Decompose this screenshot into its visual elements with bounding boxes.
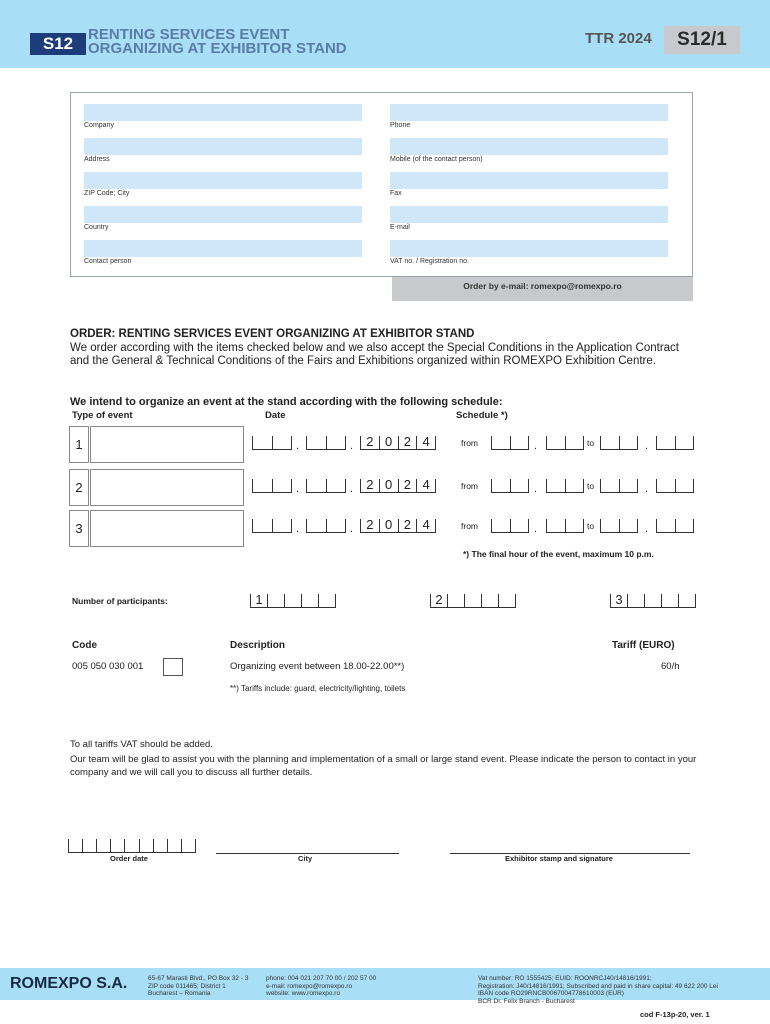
to-minute-input[interactable] [656,479,694,493]
order-email-box[interactable]: Order by e-mail: romexpo@romexpo.ro [392,277,693,301]
mobile-label: Mobile (of the contact person) [390,156,483,163]
month-input[interactable] [306,519,346,533]
month-input[interactable] [306,436,346,450]
service-code: 005 050 030 001 [72,661,144,672]
to-label: to [587,481,595,491]
order-heading: ORDER: RENTING SERVICES EVENT ORGANIZING AT EXHIBITOR STAND [70,328,475,340]
order-text: We order according with the items checked below and we also accept the Special Conditions in the Application Contract and the General & Technical Conditions of the Fairs and Exhibitions organized within ROMEXPO Exhibition Centre. [70,342,679,367]
schedule-note: *) The final hour of the event, maximum 10 p.m. [463,549,654,559]
year-input[interactable]: 2 0 2 4 [360,519,436,533]
participants-label: Number of participants: [72,596,168,606]
zip-city-input[interactable] [84,172,362,189]
stamp-label: Exhibitor stamp and signature [505,854,613,863]
tariff-note: **) Tariffs include: guard, electricity/lighting, toilets [230,684,406,693]
form-title-line1: RENTING SERVICES EVENT [88,26,290,43]
schedule-column-header: Schedule *) [456,410,508,421]
day-input[interactable] [252,519,292,533]
to-hour-input[interactable] [600,436,638,450]
contact-form [70,92,693,277]
service-checkbox[interactable] [163,658,183,676]
to-label: to [587,521,595,531]
phone-input[interactable] [390,104,668,121]
address-label: Address [84,156,110,163]
code-column-header: Code [72,640,97,651]
to-hour-input[interactable] [600,479,638,493]
schedule-heading: We intend to organize an event at the stand according with the following schedule: [70,396,503,408]
form-title-line2: ORGANIZING AT EXHIBITOR STAND [88,40,347,57]
service-description: Organizing event between 18.00-22.00**) [230,661,405,672]
country-input[interactable] [84,206,362,223]
to-hour-input[interactable] [600,519,638,533]
assist-note: Our team will be glad to assist you with the planning and implementation of a small or large stand event. Please indicate the person to contact in your company and we will call you to discuss all further details. [70,754,697,778]
year-input[interactable]: 2 0 2 4 [360,436,436,450]
from-hour-input[interactable] [491,436,529,450]
from-minute-input[interactable] [546,436,584,450]
form-version: cod F-13p-20, ver. 1 [640,1010,710,1019]
vat-input[interactable] [390,240,668,257]
service-tariff: 60/h [661,661,680,672]
fax-input[interactable] [390,172,668,189]
contact-person-label: Contact person [84,258,132,265]
date-column-header: Date [265,410,286,421]
email-input[interactable] [390,206,668,223]
from-label: from [461,481,478,491]
zip-city-label: ZIP Code; City [84,190,130,197]
event-row-number: 1 [69,426,89,463]
vat-label: VAT no. / Registration no. [390,258,469,265]
from-label: from [461,521,478,531]
from-minute-input[interactable] [546,479,584,493]
from-label: from [461,438,478,448]
month-input[interactable] [306,479,346,493]
address-input[interactable] [84,138,362,155]
description-column-header: Description [230,640,286,651]
type-column-header: Type of event [72,410,133,421]
to-label: to [587,438,595,448]
event-type-input[interactable] [90,469,244,506]
section-badge: S12 [30,33,86,55]
participants-input-3[interactable]: 3 [610,594,696,608]
phone-label: Phone [390,122,411,129]
event-type-input[interactable] [90,510,244,547]
to-minute-input[interactable] [656,519,694,533]
fair-name: TTR 2024 [585,30,652,47]
vat-note: To all tariffs VAT should be added. [70,739,213,750]
city-label: City [298,854,313,863]
event-row-number: 3 [69,510,89,547]
to-minute-input[interactable] [656,436,694,450]
year-input[interactable]: 2 0 2 4 [360,479,436,493]
day-input[interactable] [252,436,292,450]
tariff-column-header: Tariff (EURO) [612,640,675,651]
order-date-label: Order date [110,854,148,863]
email-label: E-mail [390,224,410,231]
from-minute-input[interactable] [546,519,584,533]
from-hour-input[interactable] [491,519,529,533]
order-date-input[interactable] [68,839,196,853]
event-row-number: 2 [69,469,89,506]
company-input[interactable] [84,104,362,121]
participants-input-1[interactable]: 1 [250,594,336,608]
fax-label: Fax [390,190,402,197]
country-label: Country [84,224,109,231]
company-label: Company [84,122,114,129]
footer-legal: Vat number: RO 1555425; EUID: ROONRCJ40/14816/1991; Registration: J40/14816/1991; Subscribed and paid in share capital: 49 622 200 Lei IBAN code RO29RNCB0067004778610003 (EUR) BCR Dr. Felix Branch - Bucharest [478,975,718,1005]
day-input[interactable] [252,479,292,493]
from-hour-input[interactable] [491,479,529,493]
company-brand: ROMEXPO S.A. [10,975,128,992]
participants-input-2[interactable]: 2 [430,594,516,608]
contact-person-input[interactable] [84,240,362,257]
mobile-input[interactable] [390,138,668,155]
event-type-input[interactable] [90,426,244,463]
footer-address: 65-67 Marasti Blvd., PO Box 32 - 3 ZIP code 011465; District 1 Bucharest – Romania [148,975,249,997]
footer-contacts: phone: 004 021 207 70 00 / 202 57 00 e-mail: romexpo@romexpo.ro website: www.romexpo.ro [266,975,377,997]
form-code: S12/1 [664,26,740,54]
